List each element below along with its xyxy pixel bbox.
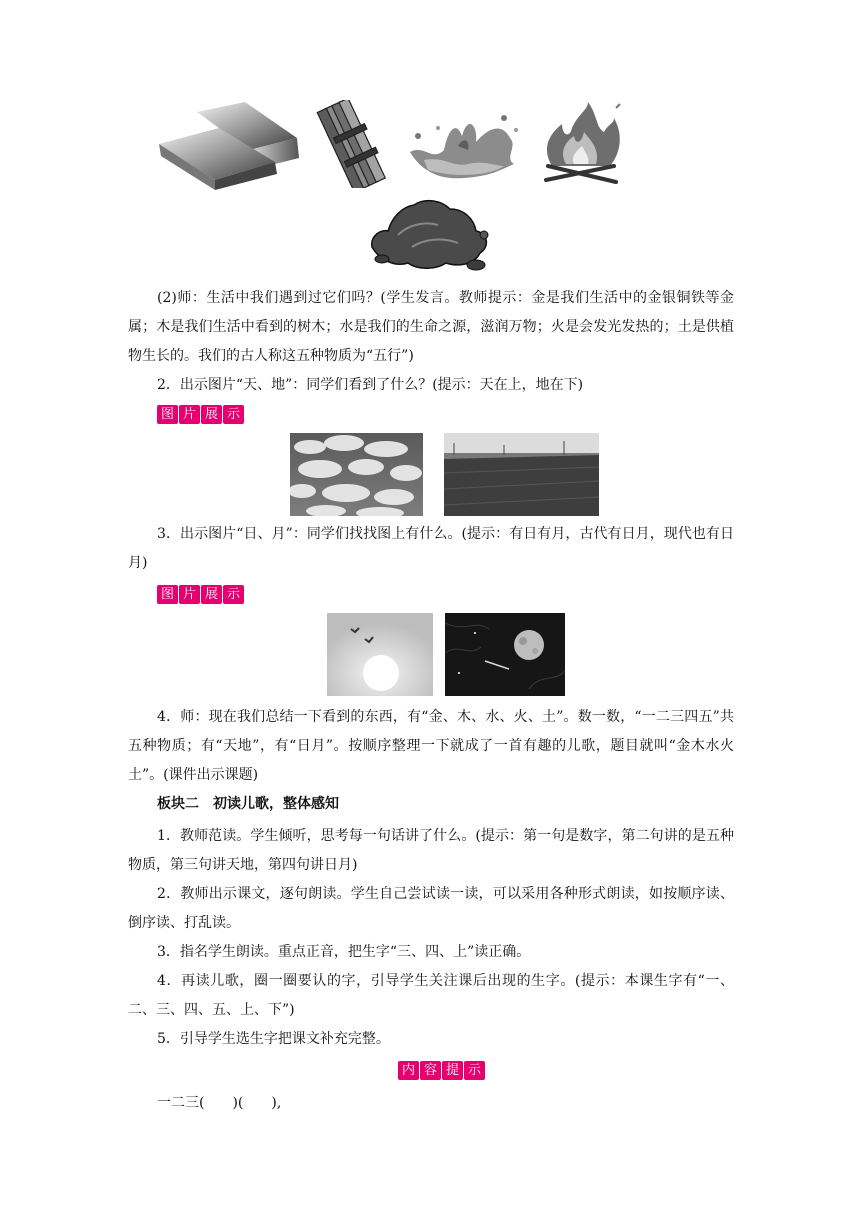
paragraph-circle-words: 4．再读儿歌，圈一圈要认的字，引导学生关注课后出现的生字。(提示：本课生字有“一、二、三、四、五、上、下”) [128,973,734,1018]
content-hint-tag: 内 容 提 示 [398,1061,485,1081]
paragraph-summary: 4．师：现在我们总结一下看到的东西，有“金、木、水、火、土”。数一数，“一二三四五”共五种物质；有“天地”，有“日月”。按顺序整理一下就成了一首有趣的儿歌，题目就叫“金木水火土”。(课件出示课题) [128,709,734,783]
moon-photo [445,613,565,696]
campfire-illustration [538,102,624,188]
gold-bars-illustration [157,100,305,192]
section-2-heading: 板块二 初读儿歌，整体感知 [157,796,339,812]
earth-field-photo [444,433,599,516]
paragraph-model-reading: 1．教师范读。学生倾听，思考每一句话讲了什么。(提示：第一句是数字，第二句讲的是五种物质，第三句讲天地，第四句讲日月) [128,828,734,873]
paragraph-sentence-reading: 2．教师出示课文，逐句朗读。学生自己尝试读一读，可以采用各种形式朗读，如按顺序读、倒序读、打乱读。 [128,886,734,931]
paragraph-sky-earth: 2．出示图片“天、地”：同学们看到了什么？(提示：天在上，地在下) [157,377,584,393]
picture-display-tag-2: 图 片 展 示 [157,585,244,605]
sun-photo [327,613,433,696]
firewood-illustration [316,100,392,188]
water-splash-illustration [404,106,524,188]
paragraph-fill-text: 5．引导学生选生字把课文补充完整。 [157,1031,390,1047]
picture-display-tag: 图 片 展 示 [157,405,244,425]
soil-pile-illustration [368,195,492,275]
paragraph-teacher-question: (2)师：生活中我们遇到过它们吗？(学生发言。教师提示：金是我们生活中的金银铜铁等金属；木是我们生活中看到的树木；水是我们的生命之源，滋润万物；火是会发光发热的；土是供植物生长的。我们的古人称这五种物质为“五行”) [128,290,734,364]
sky-photo [290,433,423,516]
fill-in-line: 一二三( )( ), [157,1095,282,1111]
paragraph-named-reading: 3．指名学生朗读。重点正音，把生字“三、四、上”读正确。 [157,944,531,960]
paragraph-sun-moon: 3．出示图片“日、月”：同学们找找图上有什么。(提示：有日有月，古代有日月，现代也有日月) [128,526,734,571]
